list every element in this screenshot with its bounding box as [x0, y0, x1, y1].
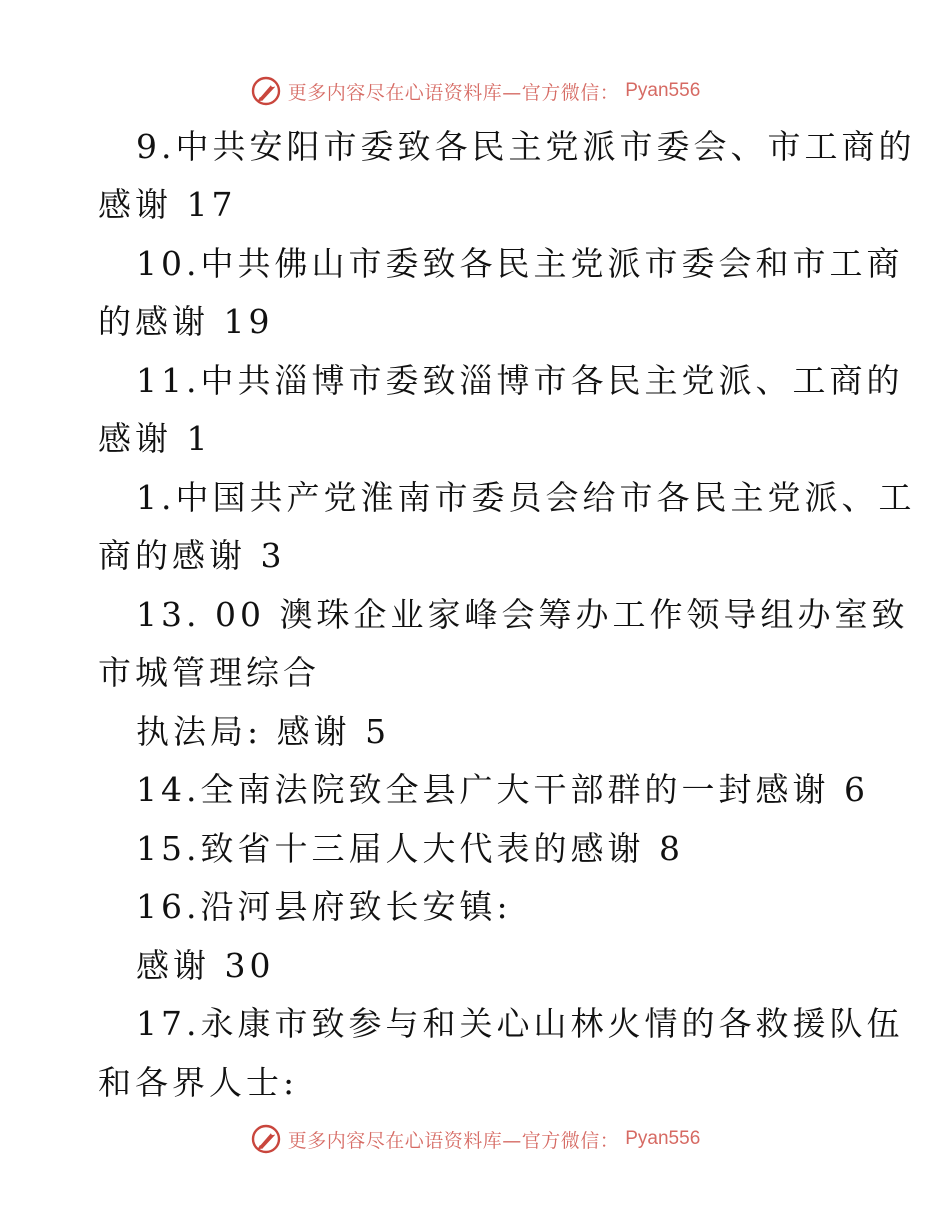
toc-line: 9.中共安阳市委致各民主党派市委会、市工商的: [136, 127, 916, 166]
toc-line: 感谢 17: [98, 185, 237, 224]
toc-line: 1.中国共产党淮南市委员会给市各民主党派、工: [136, 478, 916, 517]
toc-line: 市城管理综合: [98, 653, 320, 692]
header-watermark: [0, 74, 950, 108]
toc-line: 感谢 1: [98, 419, 212, 458]
toc-line: 11.中共淄博市委致淄博市各民主党派、工商的: [136, 361, 904, 400]
toc-line: 15.致省十三届人大代表的感谢 8: [136, 829, 684, 868]
toc-line: 10.中共佛山市委致各民主党派市委会和市工商: [136, 244, 904, 283]
pen-logo-icon: [250, 1123, 282, 1155]
toc-line: 执法局: 感谢 5: [136, 712, 391, 751]
toc-line: 感谢 30: [136, 946, 275, 985]
watermark-wechat-id: Pyan556: [625, 80, 701, 101]
toc-line: 16.沿河县府致长安镇:: [136, 887, 512, 926]
toc-line: 商的感谢 3: [98, 536, 286, 575]
watermark-text: 更多内容尽在心语资料库—官方微信：: [287, 1129, 620, 1152]
toc-line: 和各界人士:: [98, 1063, 299, 1102]
footer-watermark: [0, 1122, 950, 1156]
toc-line: 17.永康市致参与和关心山林火情的各救援队伍: [136, 1004, 904, 1043]
watermark-wechat-id: Pyan556: [625, 1128, 701, 1149]
toc-line: 13. 00 澳珠企业家峰会筹办工作领导组办室致: [136, 595, 909, 634]
toc-line: 的感谢 19: [98, 302, 274, 341]
watermark-text: 更多内容尽在心语资料库—官方微信：: [287, 81, 620, 104]
pen-logo-icon: [250, 75, 282, 107]
toc-line: 14.全南法院致全县广大干部群的一封感谢 6: [136, 770, 869, 809]
